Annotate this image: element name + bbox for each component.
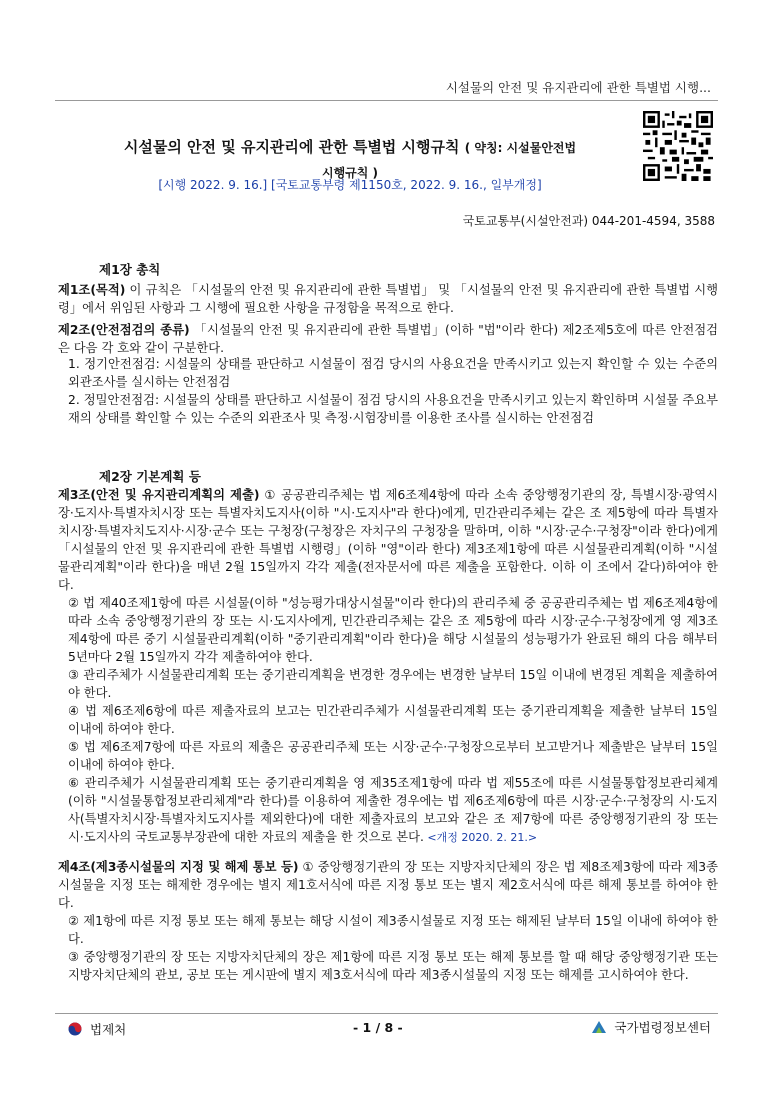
- enforcement-date: [시행 2022. 9. 16.] [국토교통부령 제1150호, 2022. 9. 16., 일부개정]: [158, 178, 542, 192]
- article-4-heading: 제4조(제3종시설물의 지정 및 해제 통보 등): [58, 860, 299, 874]
- article-3-paragraph-6: [58, 775, 718, 847]
- article-1-text: 이 규칙은 「시설물의 안전 및 유지관리에 관한 특별법」 및 「시설물의 안전 및 유지관리에 관한 특별법 시행령」에서 위임된 사항과 그 시행에 필요한 사항을 규정함을 목적으로 한다.: [58, 283, 718, 315]
- title-abbreviation-2: 시행규칙 ): [321, 166, 379, 180]
- article-2-item-2: 2. 정밀안전점검: 시설물의 상태를 판단하고 시설물이 점검 당시의 사용요건을 만족시키고 있는지 확인하며 시설물 주요부재의 상태를 확인할 수 있는 수준의 외관조사 및 측정·시험장비를 이용한 조사를 실시하는 안전점검: [68, 393, 718, 425]
- footer-left: [68, 1020, 126, 1038]
- law-center-logo-icon: [590, 1019, 608, 1035]
- ministry-contact: 국토교통부(시설안전과) 044-201-4594, 3588: [462, 214, 715, 228]
- article-3-paragraph-4: ④ 법 제6조제6항에 따른 제출자료의 보고는 민간관리주체가 시설물관리계획 또는 중기관리계획을 제출한 날부터 15일 이내에 하여야 한다.: [68, 704, 718, 736]
- article-1: [58, 282, 718, 318]
- footer-divider: [55, 1013, 718, 1014]
- article-3-heading: 제3조(안전 및 유지관리계획의 제출): [58, 488, 260, 502]
- article-3-text-6: ⑥ 관리주체가 시설물관리계획 또는 중기관리계획을 영 제35조제1항에 따라 법 제55조에 따른 시설물통합정보관리체계(이하 "시설물통합정보관리체계"라 한다)를 이용하여 제출한 경우에는 법 제6조제6항에 따른 시장·군수·구청장의 시·도지사(특별자치시장·특별자치도지사를 제외한다)에 대한 제출자료의 보고와 같은 조 제7항에 따른 중앙행정기관의 장 또는 시·도지사의 국토교통부장관에 대한 자료의 제출을 한 것으로 본다.: [68, 776, 718, 844]
- revision-note: <개정 2020. 2. 21.>: [423, 830, 538, 844]
- article-4-paragraph-1: [58, 859, 718, 913]
- article-3-paragraph-2: ② 법 제40조제1항에 따른 시설물(이하 "성능평가대상시설물"이라 한다)의 관리주체 중 공공관리주체는 법 제6조제4항에 따라 소속 중앙행정기관의 장 또는 시·도지사에게, 민간관리주체는 같은 조 제5항에 따라 시장·군수·구청장에게 영 제3조제4항에 따른 중기 시설물관리계획(이하 "중기관리계획"이라 한다)을 해당 시설물의 성능평가가 완료된 해의 다음 해부터 5년마다 2월 15일까지 각각 제출하여야 한다.: [68, 596, 718, 664]
- title-abbreviation: ( 약칭: 시설물안전법: [464, 141, 577, 155]
- title-main: 시설물의 안전 및 유지관리에 관한 특별법 시행규칙: [123, 138, 460, 156]
- footer-center: 국가법령정보센터: [614, 1020, 711, 1035]
- chapter-2-heading: 제2장 기본계획 등: [99, 469, 201, 484]
- article-2-text: 「시설물의 안전 및 유지관리에 관한 특별법」(이하 "법"이라 한다) 제2조제5호에 따른 안전점검은 다음 각 호와 같이 구분한다.: [58, 323, 718, 355]
- article-2-item-1: 1. 정기안전점검: 시설물의 상태를 판단하고 시설물이 점검 당시의 사용요건을 만족시키고 있는지 확인할 수 있는 수준의 외관조사를 실시하는 안전점검: [68, 357, 718, 389]
- chapter-1-heading: 제1장 총칙: [99, 262, 161, 277]
- article-4-paragraph-2: ② 제1항에 따른 지정 통보 또는 해제 통보는 해당 시설이 제3종시설물로 지정 또는 해제된 날부터 15일 이내에 하여야 한다.: [68, 914, 718, 946]
- article-2-heading: 제2조(안전점검의 종류): [58, 323, 190, 337]
- running-title: 시설물의 안전 및 유지관리에 관한 특별법 시행...: [445, 80, 711, 95]
- qr-code-icon: [643, 111, 713, 181]
- article-2: [58, 322, 718, 358]
- article-4-text-1: ① 중앙행정기관의 장 또는 지방자치단체의 장은 법 제8조제3항에 따라 제3종시설물을 지정 또는 해제한 경우에는 별지 제1호서식에 따른 지정 통보 또는 별지 제2호서식에 따른 해제 통보를 하여야 한다.: [58, 860, 718, 910]
- article-3-paragraph-3: ③ 관리주체가 시설물관리계획 또는 중기관리계획을 변경한 경우에는 변경한 날부터 15일 이내에 변경된 계획을 제출하여야 한다.: [68, 668, 718, 700]
- header-divider: [55, 100, 718, 101]
- article-3-paragraph-1: [58, 487, 718, 594]
- article-1-heading: 제1조(목적): [58, 283, 126, 297]
- article-3-text-1: ① 공공관리주체는 법 제6조제4항에 따라 소속 중앙행정기관의 장, 특별시장·광역시장·도지사·특별자치시장 또는 특별자치도지사(이하 "시·도지사"라 한다)에게, 민간관리주체는 같은 조 제5항에 따라 특별자치시장·특별자치도지사·시장·군수 또는 구청장(구청장은 자치구의 구청장을 말하며, 이하 "시장·군수·구청장"이라 한다)에게 「시설물의 안전 및 유지관리에 관한 특별법 시행령」(이하 "영"이라 한다) 제3조제1항에 따른 시설물관리계획(이하 "시설물관리계획"이라 한다)을 매년 2월 15일까지 각각 제출(전자문서에 따른 제출을 포함한다. 이하 이 조에서 같다)하여야 한다.: [58, 488, 718, 592]
- page-number: - 1 / 8 -: [353, 1020, 403, 1035]
- footer-right: [590, 1018, 711, 1036]
- article-4-paragraph-3: ③ 중앙행정기관의 장 또는 지방자치단체의 장은 제1항에 따른 지정 통보 또는 해제 통보를 할 때 해당 중앙행정기관 또는 지방자치단체의 관보, 공보 또는 게시판에 별지 제3호서식에 따라 제3종시설물의 지정 또는 해제를 고시하여야 한다.: [68, 950, 718, 982]
- footer-source: 법제처: [90, 1022, 127, 1037]
- taegeuk-logo-icon: [68, 1022, 82, 1036]
- article-3-paragraph-5: ⑤ 법 제6조제7항에 따른 자료의 제출은 공공관리주체 또는 시장·군수·구청장으로부터 보고받거나 제출받은 날부터 15일 이내에 하여야 한다.: [68, 740, 718, 772]
